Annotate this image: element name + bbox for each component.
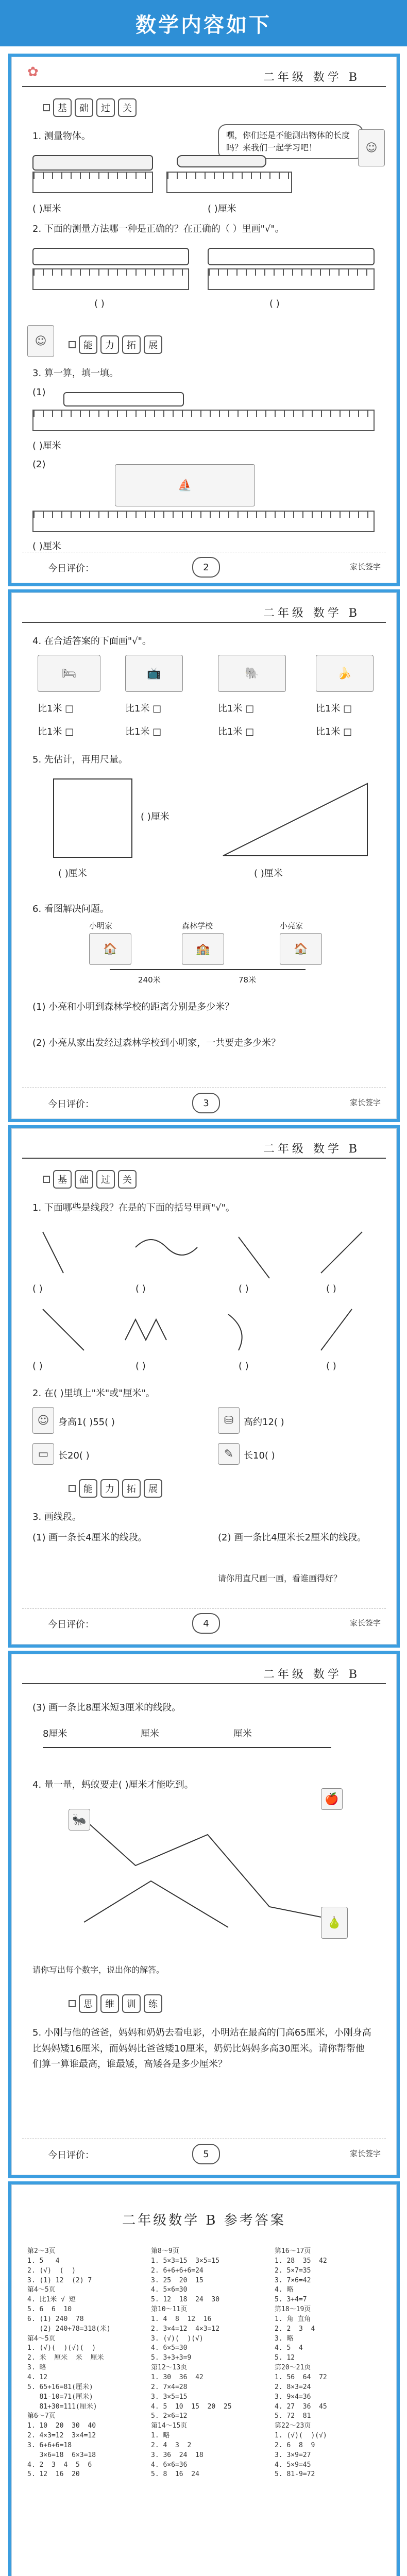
page-header: 二年级 数学 B — [263, 71, 360, 84]
answer-blank[interactable]: ( )厘米 — [32, 204, 61, 214]
fill-item[interactable]: 长10( ) — [244, 1450, 275, 1461]
question-6: 6. 看图解决问题。 — [32, 904, 109, 914]
evaluation-label: 今日评价： — [48, 1099, 94, 1110]
ruler-object-2 — [32, 248, 189, 265]
check-blank[interactable]: ( ) — [135, 1283, 146, 1294]
child-icon: ☺ — [358, 129, 385, 166]
length-label: ( )厘米 — [254, 868, 283, 879]
section-basic: 基 础 过 关 — [43, 98, 137, 117]
ant-path — [74, 1804, 342, 1938]
banner-title: 数学内容如下 — [135, 13, 272, 37]
page-footer — [22, 552, 386, 583]
sub-question: (1) 小亮和小明到森林学校的距离分别是多少米？ — [32, 1002, 234, 1012]
parent-signature-label: 家长签字 — [349, 1098, 381, 1107]
worksheet-page-2 — [11, 592, 397, 1119]
header-rule — [22, 1683, 386, 1684]
line-figures — [32, 1227, 383, 1366]
choice-row[interactable]: 比1米 □ — [125, 726, 162, 737]
ruler-4 — [208, 268, 375, 290]
square-shape — [53, 778, 132, 858]
school-picture: 🏫 — [182, 933, 224, 965]
ant-icon: 🐜 — [69, 1809, 90, 1831]
sub-question: (1) — [32, 387, 46, 398]
sub-question: (3) 画一条比8厘米短3厘米的线段。 — [32, 1702, 181, 1713]
child-icon: ☺ — [27, 325, 54, 357]
page-number: 3 — [192, 1093, 220, 1113]
instruction-note: 请你写出每个数字，说出你的解答。 — [32, 1965, 165, 1975]
ruler-2 — [166, 172, 292, 193]
page-header: 二年级 数学 B — [263, 607, 360, 620]
distance-label: 240米 — [138, 975, 161, 985]
choice-row[interactable]: 比1米 □ — [218, 703, 255, 714]
page-footer — [22, 1608, 386, 1639]
pencil-icon: ✎ — [218, 1443, 240, 1465]
ruler-5 — [32, 410, 375, 431]
apple-icon: 🍎 — [321, 1788, 343, 1810]
answer-column: 第8～9页 1. 5×3=15 3×5=15 2. 6+6+6+6=24 3. 25 20 15 4. 5×6=30 5. 12 18 24 30 第10～11页 1. 4 8 12 16 2. 3×4=12 4×3=12 3. (√)( )(√) 4. 6×5=30 5. 3+3+3=9 第12～13页 1. 30 36 42 2. 7×4=28 3. 3×5=15 4. 5 10 15 20 25 5. 2×6=12 第14～15页 1. 略 2. 4 3 2 3. 36 24 18 4. 6×6=36 5. 8 16 24 — [151, 2247, 232, 2479]
distance-label: 78米 — [239, 975, 257, 985]
page-footer — [22, 1088, 386, 1118]
answer-blank[interactable]: ( )厘米 — [32, 541, 61, 552]
top-banner — [0, 0, 407, 46]
key-object — [63, 392, 184, 406]
house-picture: 🏠 — [280, 933, 322, 965]
answer-column: 第2～3页 1. 5 4 2. (√) ( ) 3. (1) 12 (2) 7 第4～5页 4. 比1米 √ 短 5. 6 6 10 6. (1) 240 78 (2) 240+78=318(米) 第4～5页 1. (√)( )(√)( ) 2. 米 厘米 米 厘米 3. 略 4. 12 5. 65+16=81(厘米) 81-10=71(厘米) 81+30=111(厘米) 第6～7页 1. 10 20 30 40 2. 4×3=12 3×4=12 3. 6+6+6=18 3×6=18 6×3=18 4. 2 3 4 5 6 5. 12 16 20 — [27, 2247, 111, 2479]
length-label: ( )厘米 — [58, 868, 87, 879]
instruction-note: 请你用直尺画一画，看谁画得好？ — [218, 1573, 342, 1583]
header-rule — [22, 622, 386, 623]
fill-item[interactable]: 高约12( ) — [244, 1417, 284, 1428]
question-4: 4. 量一量，蚂蚁要走( )厘米才能吃到。 — [32, 1780, 194, 1790]
choice-row[interactable]: 比1米 □ — [316, 726, 352, 737]
ruler-object-3 — [208, 248, 375, 265]
question-5: 5. 先估计，再用尺量。 — [32, 754, 128, 765]
question-5: 5. 小刚与他的爸爸，妈妈和奶奶去看电影，小明站在最高的门高65厘米，小刚身高比妈妈矮16厘米，而妈妈比爸爸矮10厘米，奶奶比妈妈多高30厘米。请你帮帮他们算一算谁最高，谁最矮，高矮各是多少厘米？ — [32, 2027, 371, 2070]
page-number: 2 — [192, 557, 220, 578]
pencil-object — [177, 155, 266, 167]
ruler-object-1 — [32, 155, 153, 171]
check-blank[interactable]: ( ) — [269, 298, 280, 309]
section-thinking: 思 维 训 练 — [69, 1994, 162, 2013]
page-footer — [22, 2139, 386, 2170]
child-icon: ☺ — [32, 1407, 54, 1434]
worksheet-page-1 — [11, 57, 397, 583]
pear-icon: 🍐 — [321, 1907, 348, 1939]
measure-line — [43, 1747, 331, 1748]
tv-picture: 📺 — [125, 655, 183, 692]
bed-picture: 🛏 — [38, 655, 100, 692]
check-blank[interactable]: ( ) — [239, 1361, 249, 1371]
header-rule — [22, 1158, 386, 1159]
worksheet-page-4 — [11, 1654, 397, 2175]
check-blank[interactable]: ( ) — [32, 1283, 43, 1294]
sub-question: (2) 小亮从家出发经过森林学校到小明家，一共要走多少米？ — [32, 1038, 281, 1048]
place-label: 森林学校 — [182, 921, 213, 930]
evaluation-label: 今日评价： — [48, 2150, 94, 2161]
page-number: 4 — [192, 1613, 220, 1634]
answer-key-title: 二年级数学 B 参考答案 — [122, 2213, 286, 2228]
parent-signature-label: 家长签字 — [349, 2149, 381, 2158]
section-basic: 基 础 过 关 — [43, 1170, 137, 1189]
evaluation-label: 今日评价： — [48, 1619, 94, 1630]
section-extend: 能 力 拓 展 — [69, 1479, 162, 1498]
flower-icon: ✿ — [27, 64, 39, 80]
length-label: 8厘米 — [43, 1728, 67, 1739]
section-extend: 能 力 拓 展 — [69, 335, 162, 354]
parent-signature-label: 家长签字 — [349, 562, 381, 571]
ruler-3 — [32, 268, 189, 290]
banana-picture: 🍌 — [316, 655, 374, 692]
house-picture: 🏠 — [89, 933, 131, 965]
parent-signature-label: 家长签字 — [349, 1618, 381, 1628]
answer-blank[interactable]: ( )厘米 — [208, 204, 236, 214]
answer-blank[interactable]: ( )厘米 — [32, 440, 61, 451]
answer-column: 第16～17页 1. 28 35 42 2. 5×7=35 3. 7×6=42 4. 略 5. 3+4=7 第18～19页 1. 角 直角 2. 2 3 4 3. 略 4. 5 4 5. 12 第20～21页 1. 56 64 72 2. 8×3=24 3. 9×4=36 4. 27 36 45 5. 72 81 第22～23页 1. (√)( )(√) 2. 6 8 9 3. 3×9=27 4. 5×9=45 5. 81-9=72 — [275, 2247, 327, 2479]
choice-row[interactable]: 比1米 □ — [125, 703, 162, 714]
page-header: 二年级 数学 B — [263, 1143, 360, 1156]
question-2: 2. 在( )里填上"米"或"厘米"。 — [32, 1388, 155, 1399]
ruler-1 — [32, 172, 153, 193]
check-blank[interactable]: ( ) — [32, 1361, 43, 1371]
place-label: 小亮家 — [280, 921, 303, 930]
question-4: 4. 在合适答案的下面画"√"。 — [32, 636, 151, 647]
fill-item[interactable]: 身高1( )55( ) — [58, 1417, 115, 1428]
choice-row[interactable]: 比1米 □ — [218, 726, 255, 737]
length-label: ( )厘米 — [141, 811, 169, 822]
check-blank[interactable]: ( ) — [135, 1361, 146, 1371]
choice-row[interactable]: 比1米 □ — [38, 703, 74, 714]
bench-icon: ▭ — [32, 1443, 54, 1465]
sub-question: (1) 画一条长4厘米的线段。 — [32, 1532, 147, 1543]
triangle-shape — [218, 778, 372, 861]
road-line — [110, 969, 306, 970]
ruler-6 — [32, 511, 375, 532]
evaluation-label: 今日评价： — [48, 563, 94, 574]
choice-row[interactable]: 比1米 □ — [38, 726, 74, 737]
length-label: 厘米 — [233, 1728, 252, 1739]
place-label: 小明家 — [89, 921, 113, 930]
question-3: 3. 画线段。 — [32, 1512, 81, 1522]
sub-question: (2) — [32, 459, 46, 470]
question-1: 1. 下面哪些是线段？在是的下面的括号里画"√"。 — [32, 1202, 235, 1213]
fill-item[interactable]: 长20( ) — [58, 1450, 90, 1461]
choice-row[interactable]: 比1米 □ — [316, 703, 352, 714]
page-number: 5 — [192, 2144, 220, 2164]
check-blank[interactable]: ( ) — [326, 1283, 336, 1294]
answer-key-page — [11, 2184, 397, 2576]
header-rule — [22, 86, 386, 87]
check-blank[interactable]: ( ) — [326, 1361, 336, 1371]
sub-question: (2) 画一条比4厘米长2厘米的线段。 — [218, 1532, 367, 1543]
length-label: 厘米 — [141, 1728, 159, 1739]
page-header: 二年级 数学 B — [263, 1668, 360, 1681]
check-blank[interactable]: ( ) — [94, 298, 105, 309]
elephant-picture: 🐘 — [218, 655, 286, 692]
question-1: 1. 测量物体。 — [32, 131, 91, 142]
question-3: 3. 算一算，填一填。 — [32, 368, 118, 379]
speech-bubble: 嘿，你们还是不能测出物体的长度吗？来我们一起学习吧！ — [218, 124, 363, 159]
bucket-icon: ⛁ — [218, 1407, 240, 1434]
worksheet-page-3 — [11, 1128, 397, 1645]
check-blank[interactable]: ( ) — [239, 1283, 249, 1294]
question-2: 2. 下面的测量方法哪一种是正确的？在正确的（ ）里画"√"。 — [32, 224, 284, 234]
boat-picture: ⛵ — [115, 464, 255, 506]
